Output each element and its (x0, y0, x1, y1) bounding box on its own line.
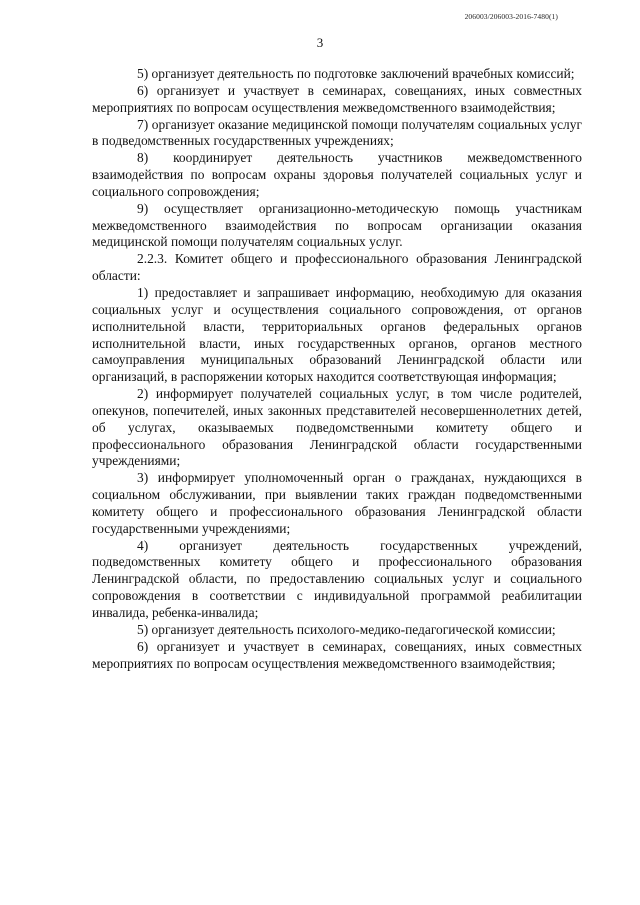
document-body (92, 66, 582, 672)
paragraph-item-5-pmpk: 5) организует деятельность психолого-медико-педагогической комиссии; (137, 621, 556, 637)
paragraph-item-6-seminars: 6) организует и участвует в семинарах, совещаниях, иных совместных мероприятиях по вопросам осуществления межведомственного взаимодействия; (92, 82, 582, 115)
document-id: 206003/206003-2016-7480(1) (464, 12, 558, 21)
paragraph-item-1-information-exchange: 1) предоставляет и запрашивает информацию, необходимую для оказания социальных услуг и осуществления социального сопровождения, от органов исполнительной власти, территориальных органов федеральных органов исполнительной власти, иных государственных органов, органов местного самоуправления муниципальных образований Ленинградской области или организаций, в распоряжении которых находится соответствующая информация; (92, 284, 582, 385)
section-heading-2-2-3: 2.2.3. Комитет общего и профессионального образования Ленинградской области: (92, 251, 582, 284)
paragraph-item-7-medical-care: 7) организует оказание медицинской помощи получателям социальных услуг в подведомственных государственных учреждениях; (92, 116, 582, 149)
paragraph-item-6-seminars-education: 6) организует и участвует в семинарах, совещаниях, иных совместных мероприятиях по вопросам осуществления межведомственного взаимодействия; (92, 638, 582, 671)
paragraph-item-9-methodical-help: 9) осуществляет организационно-методическую помощь участникам межведомственного взаимодействия по вопросам организации оказания медицинской помощи получателям социальных услуг. (92, 200, 582, 250)
page-number: 3 (316, 35, 324, 50)
paragraph-item-4-institution-activity: 4) организует деятельность государственных учреждений, подведомственных комитету общего и профессионального образования Ленинградской области, по предоставлению социальных услуг и социального сопровождения в соответствии с индивидуальной программой реабилитации инвалида, ребенка-инвалида; (92, 537, 582, 620)
paragraph-item-8-coordination: 8) координирует деятельность участников межведомственного взаимодействия по вопросам охраны здоровья получателей социальных услуг и социального сопровождения; (92, 150, 582, 199)
paragraph-item-3-informs-authority: 3) информирует уполномоченный орган о гражданах, нуждающихся в социальном обслуживании, при выявлении таких граждан подведомственными комитету общего и профессионального образования Ленинградской области государственными учреждениями; (92, 470, 582, 536)
paragraph-item-2-informs-recipients: 2) информирует получателей социальных услуг, в том числе родителей, опекунов, попечителей, иных законных представителей несовершеннолетних детей, об услугах, оказываемых подведомственными комитету общего и профессионального образования Ленинградской области государственными учреждениями; (92, 386, 582, 469)
paragraph-item-5-medical-commissions: 5) организует деятельность по подготовке заключений врачебных комиссий; (137, 66, 575, 81)
